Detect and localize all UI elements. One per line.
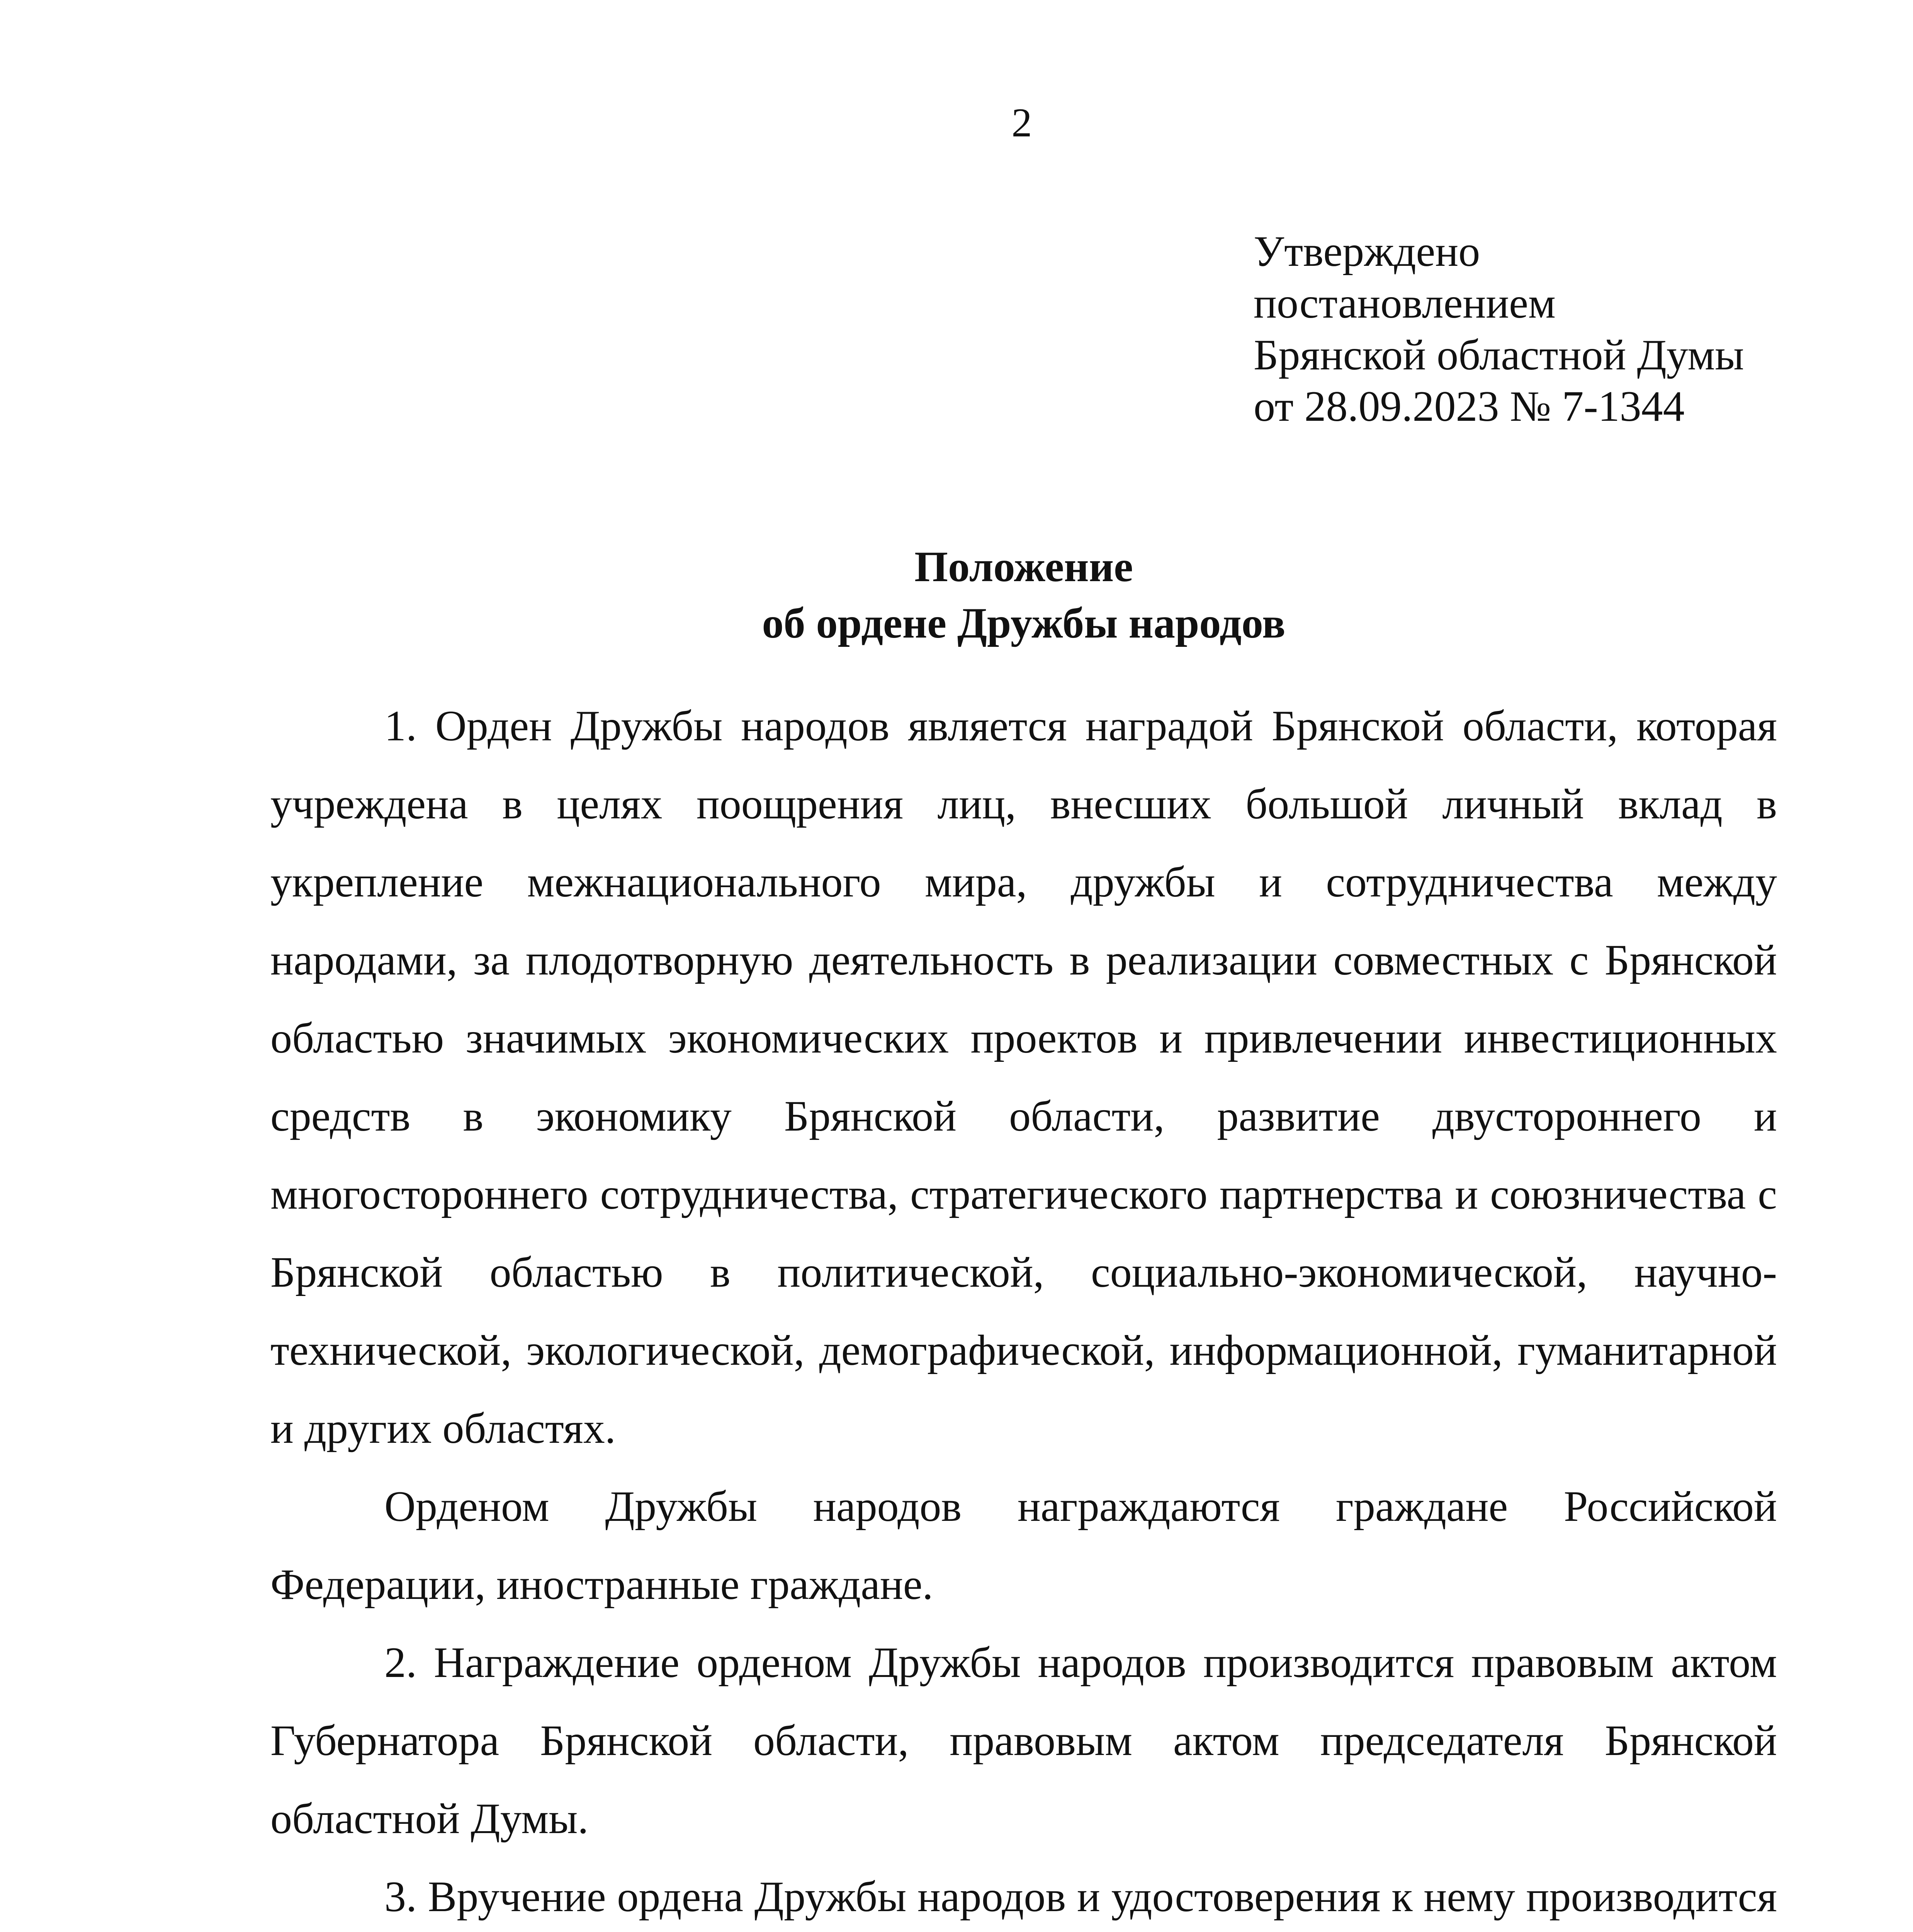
paragraph-1: 1. Орден Дружбы народов является наградой Брянской области, которая учреждена в целях поощрения лиц, внесших большой личный вклад в укрепление межнационального мира, дружбы и сотрудничества между народами, за плодотворную деятельность в реализации совместных с Брянской областью значимых экономических проектов и привлечении инвестиционных средств в экономику Брянской области, развитие двустороннего и многостороннего сотрудничества, стратегического партнерства и союзничества с Брянской областью в политической, социально-экономической, научно-технической, экологической, демографической, информационной, гуманитарной и других областях.: [270, 702, 1777, 1452]
paragraph-2: Орденом Дружбы народов награждаются граждане Российской Федерации, иностранные граждане.: [270, 1483, 1777, 1609]
title-line-1: Положение: [914, 543, 1133, 591]
title-line-2: об ордене Дружбы народов: [762, 599, 1286, 647]
approval-line-resolution: постановлением: [1254, 279, 1556, 327]
approval-stamp: [1254, 226, 1910, 433]
paragraph-4: 3. Вручение ордена Дружбы народов и удостоверения к нему производится: [384, 1873, 1777, 1921]
approval-line-date-number: от 28.09.2023 № 7-1344: [1254, 383, 1685, 431]
document-title: [270, 539, 1777, 651]
approval-line-approved: Утверждено: [1254, 228, 1480, 276]
paragraph-3: 2. Награждение орденом Дружбы народов производится правовым актом Губернатора Брянской области, правовым актом председателя Брянской областной Думы.: [270, 1639, 1777, 1843]
document-body: [270, 687, 1777, 1932]
approval-line-authority: Брянской областной Думы: [1254, 331, 1744, 379]
page-number: 2: [1011, 100, 1032, 145]
